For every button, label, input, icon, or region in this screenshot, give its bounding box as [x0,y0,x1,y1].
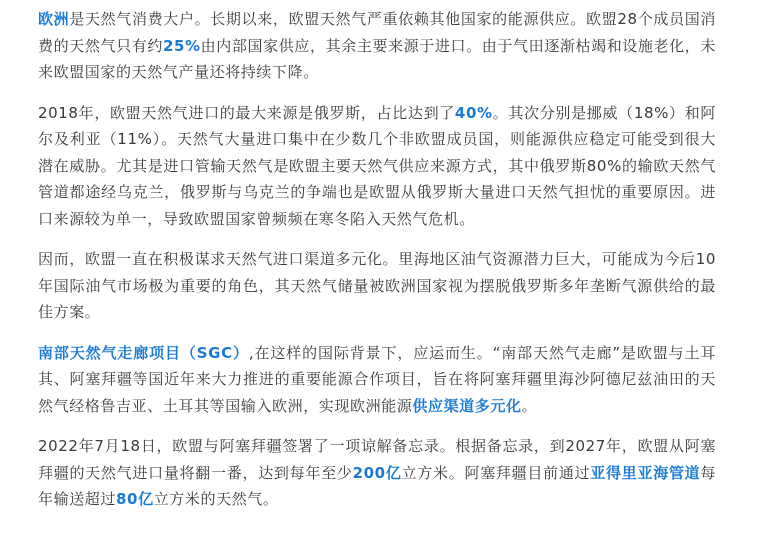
paragraph-memorandum [38,433,716,513]
paragraph-text: 2022年7月18日，欧盟与阿塞拜疆签署了一项谅解备忘录。根据备忘录，到2027年，欧盟从阿塞拜疆的天然气进口量将翻一番，达到每年至少 [38,437,716,482]
paragraph-text: 2018年，欧盟天然气进口的最大来源是俄罗斯，占比达到了 [38,103,455,122]
paragraph-text: ,在这样的国际背景下，应运而生。“南部天然气走廊”是欧盟与土耳其、阿塞拜疆等国近年来大力推进的重要能源合作项目，旨在将阿塞拜疆里海沙阿德尼兹油田的天然气经格鲁吉亚、土耳其等国输入欧洲，实现欧洲能源 [38,343,716,415]
paragraph-text: 。其次分别是挪威（18%）和阿尔及利亚（11%）。天然气大量进口集中在少数几个非欧盟成员国，则能源供应稳定可能受到很大潜在威胁。尤其是进口管输天然气是欧盟主要天然气供应来源方式，其中俄罗斯80%的输欧天然气管道都途经乌克兰，俄罗斯与乌克兰的争端也是欧盟从俄罗斯大量进口天然气担忧的重要原因。进口来源较为单一，导致欧盟国家曾频频在寒冬陷入天然气危机。 [38,103,716,228]
paragraph-eu-gas-dependence [38,6,716,86]
paragraph-text: 立方米的天然气。 [153,490,279,508]
paragraph-sgc-project [38,340,716,420]
highlight-supply-diversification: 供应渠道多元化 [412,396,522,415]
highlight-europe: 欧洲 [38,10,70,28]
highlight-8-billion: 80亿 [116,490,154,508]
highlight-tap-pipeline: 亚得里亚海管道 [590,463,701,482]
highlight-sgc-project: 南部天然气走廊项目（SGC） [38,343,249,362]
highlight-25-percent: 25% [162,36,201,55]
paragraph-text: 每年输送超过 [38,463,717,508]
paragraph-text: 立方米。阿塞拜疆目前通过 [401,463,591,482]
paragraph-import-sources [38,100,716,233]
paragraph-text: 因而，欧盟一直在积极谋求天然气进口渠道多元化。里海地区油气资源潜力巨大，可能成为今后10年国际油气市场极为重要的角色，其天然气储量被欧洲国家视为摆脱俄罗斯多年垄断气源供给的最佳方案。 [38,250,716,321]
paragraph-diversification [38,246,716,326]
paragraph-text: 。 [521,396,538,415]
paragraph-text: 由内部国家供应，其余主要来源于进口。由于气田逐渐枯竭和设施老化，未来欧盟国家的天然气产量还将持续下降。 [38,36,716,81]
paragraph-text: 是天然气消费大户。长期以来，欧盟天然气严重依赖其他国家的能源供应。欧盟28个成员国消费的天然气只有约 [38,10,716,55]
highlight-40-percent: 40% [454,103,493,122]
highlight-20-billion: 200亿 [352,463,402,482]
